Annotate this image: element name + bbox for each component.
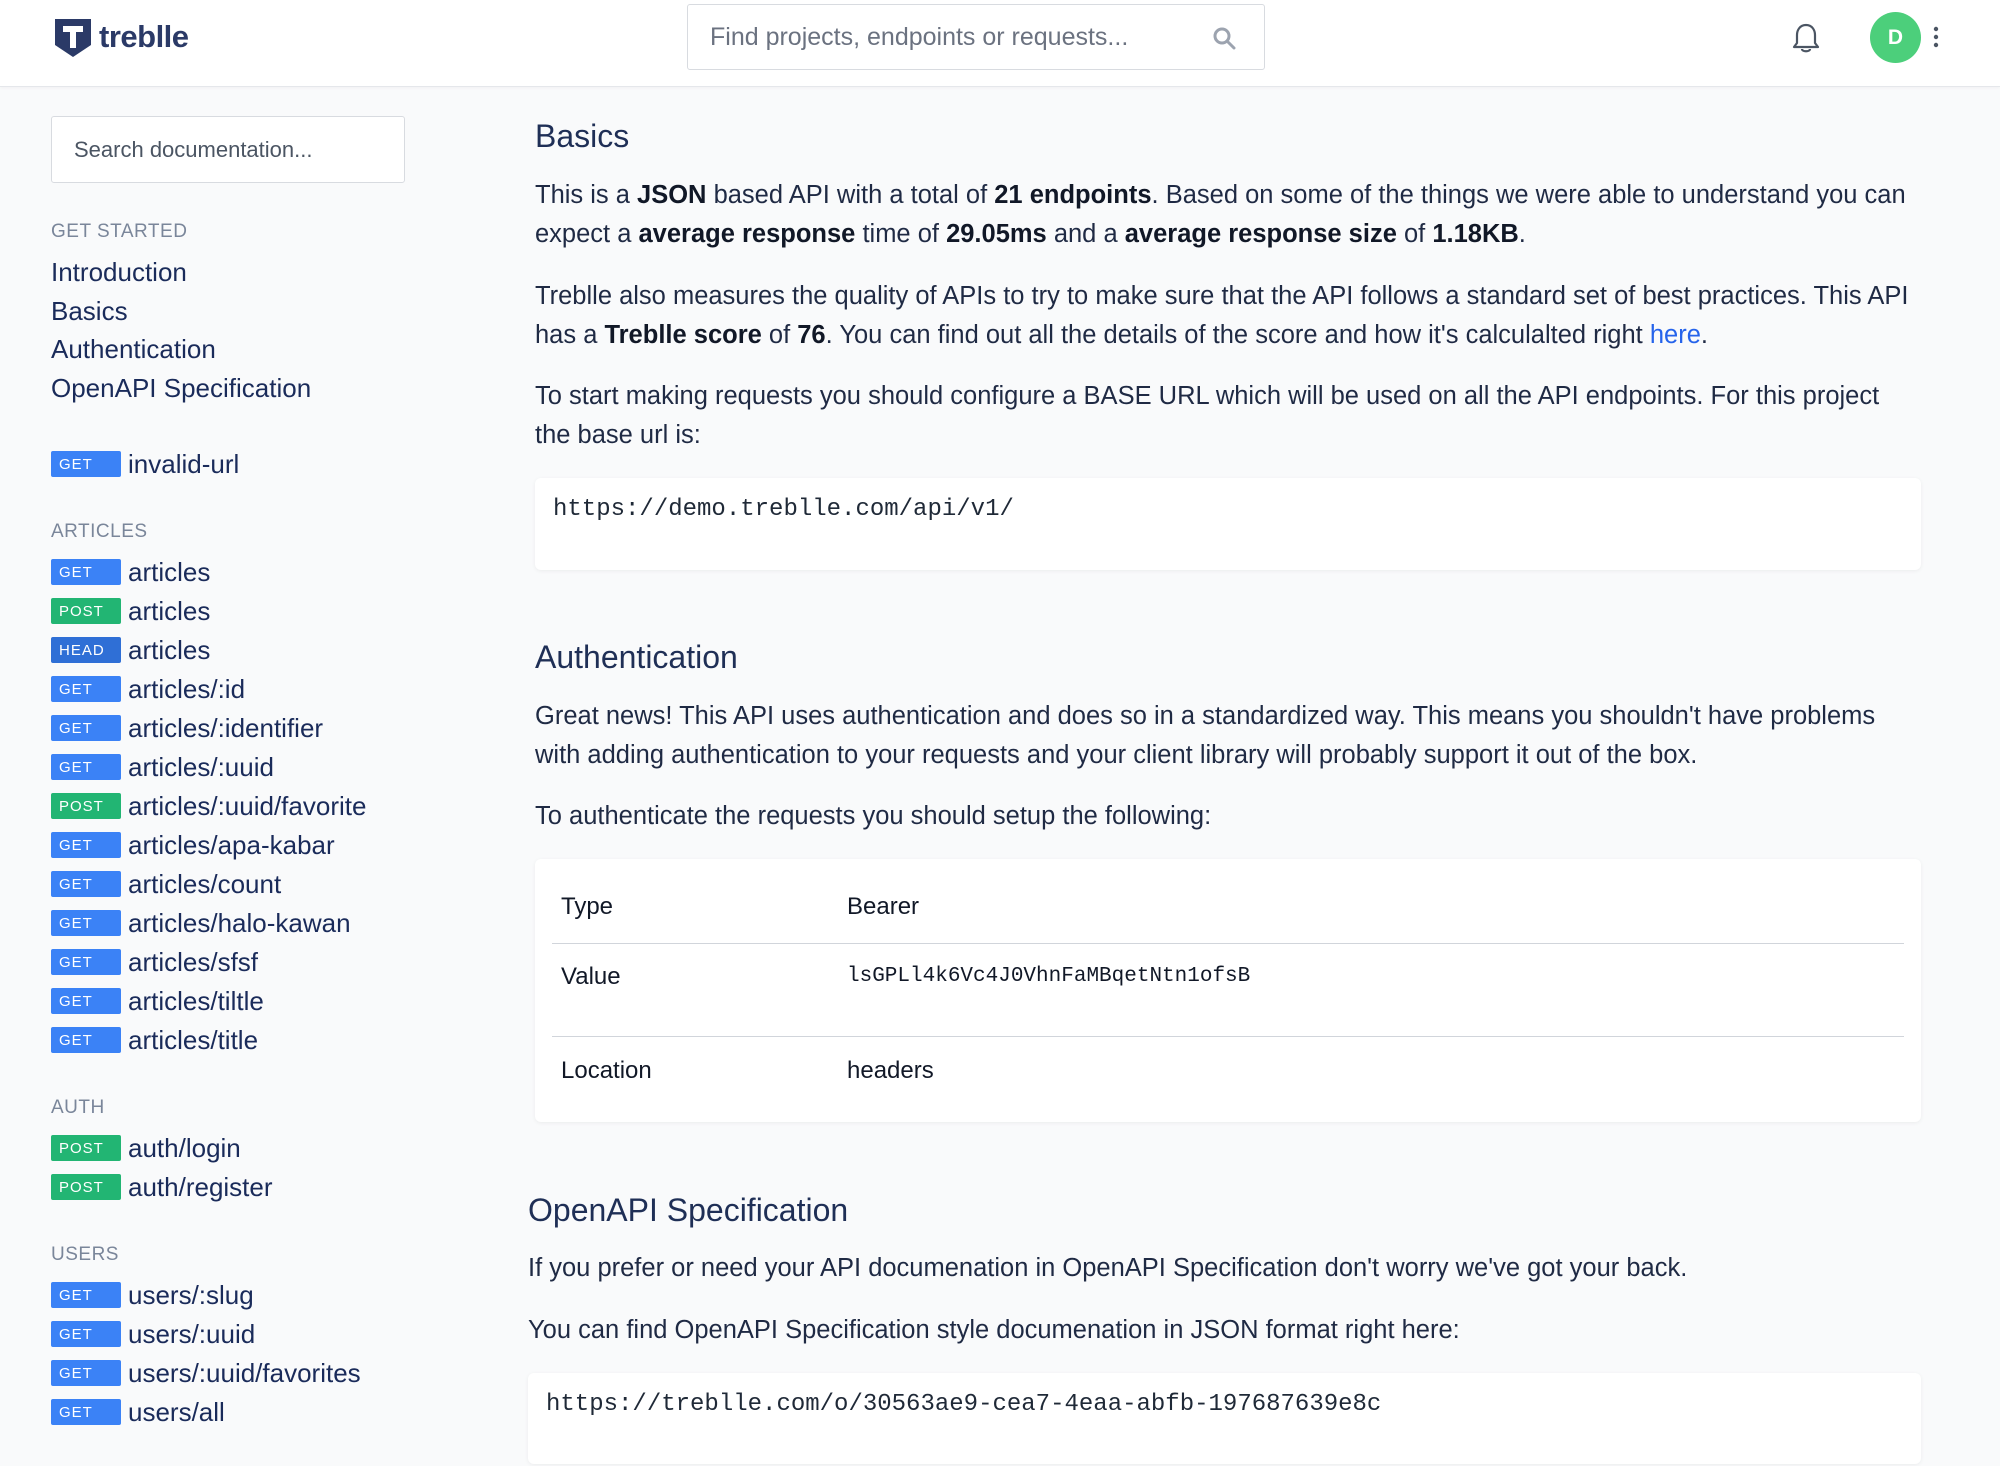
method-badge-post: POST xyxy=(51,598,121,624)
basics-base-url-paragraph: To start making requests you should configure a BASE URL which will be used on all the API endpoints. For this project the base url is: xyxy=(535,382,1880,449)
method-badge-post: POST xyxy=(51,1174,121,1200)
method-badge-get: GET xyxy=(51,988,121,1014)
endpoint-path: articles xyxy=(128,634,211,665)
method-badge-post: POST xyxy=(51,793,121,819)
endpoint-item[interactable] xyxy=(51,1319,255,1349)
method-badge-get: GET xyxy=(51,715,121,741)
endpoint-path: articles/halo-kawan xyxy=(128,907,351,938)
nav-link-basics[interactable]: Basics xyxy=(51,296,128,326)
endpoint-item[interactable] xyxy=(51,1133,241,1163)
method-badge-get: GET xyxy=(51,1321,121,1347)
method-badge-get: GET xyxy=(51,676,121,702)
endpoint-item[interactable] xyxy=(51,635,210,665)
bell-icon[interactable] xyxy=(1792,22,1820,54)
nav-link-introduction[interactable]: Introduction xyxy=(51,257,187,287)
text: time of xyxy=(855,220,947,248)
endpoint-path: users/:slug xyxy=(128,1279,254,1310)
method-badge-get: GET xyxy=(51,949,121,975)
auth-location-label: Location xyxy=(561,1057,652,1084)
endpoint-count: 21 endpoints xyxy=(994,181,1152,209)
search-icon[interactable] xyxy=(1212,26,1236,50)
endpoint-item[interactable] xyxy=(51,596,210,626)
text: . xyxy=(1700,321,1708,349)
method-badge-get: GET xyxy=(51,754,121,780)
endpoint-path: articles/:id xyxy=(128,673,246,704)
nav-link-authentication[interactable]: Authentication xyxy=(51,334,216,364)
method-badge-get: GET xyxy=(51,1027,121,1053)
method-badge-get: GET xyxy=(51,871,121,897)
text-strong: average response xyxy=(638,220,856,248)
method-badge-get: GET xyxy=(51,1282,121,1308)
score-details-link[interactable]: here xyxy=(1649,321,1701,349)
endpoint-path: articles xyxy=(128,595,211,626)
method-badge-get: GET xyxy=(51,832,121,858)
endpoint-item[interactable] xyxy=(51,791,366,821)
endpoint-item[interactable] xyxy=(51,1172,273,1202)
average-response-size: 1.18KB xyxy=(1432,220,1519,248)
top-bar xyxy=(0,0,2000,87)
endpoint-item[interactable] xyxy=(51,449,239,479)
basics-summary-paragraph xyxy=(535,176,1915,254)
endpoint-item[interactable] xyxy=(51,1280,254,1310)
endpoint-path: articles/count xyxy=(128,868,282,899)
endpoint-path: articles xyxy=(128,556,211,587)
endpoint-item[interactable] xyxy=(51,908,351,938)
row-divider xyxy=(552,943,1904,944)
api-format: JSON xyxy=(637,181,707,209)
method-badge-get: GET xyxy=(51,1360,121,1386)
endpoint-item[interactable] xyxy=(51,557,210,587)
text-strong: average response size xyxy=(1124,220,1397,248)
row-divider xyxy=(552,1036,1904,1037)
average-response-time: 29.05ms xyxy=(946,220,1047,248)
text: Treblle also measures the quality of APIs to try to make sure that the API follows a standard set of best practices. This API has a xyxy=(535,282,1909,349)
openapi-format-paragraph: You can find OpenAPI Specification style documenation in JSON format right here: xyxy=(528,1316,1460,1344)
text: of xyxy=(761,321,798,349)
text: of xyxy=(1396,220,1433,248)
endpoint-path: auth/login xyxy=(128,1132,241,1163)
text: and a xyxy=(1046,220,1125,248)
endpoint-path: articles/:identifier xyxy=(128,712,324,743)
more-vertical-icon[interactable] xyxy=(1928,22,1944,52)
authentication-intro-paragraph: Great news! This API uses authentication and does so in a standardized way. This means you shouldn't have problems with adding authentication to your requests and your client library will probably support it out of the box. xyxy=(535,702,1876,769)
section-heading-auth: AUTH xyxy=(51,1097,105,1118)
treblle-score-value: 76 xyxy=(797,321,826,349)
auth-token-value[interactable]: lsGPLl4k6Vc4J0VhnFaMBqetNtn1ofsB xyxy=(847,965,1251,988)
method-badge-get: GET xyxy=(51,910,121,936)
endpoint-path: articles/sfsf xyxy=(128,946,259,977)
method-badge-post: POST xyxy=(51,1135,121,1161)
endpoint-path: users/:uuid xyxy=(128,1318,256,1349)
endpoint-path: articles/apa-kabar xyxy=(128,829,335,860)
openapi-url-text: https://treblle.com/o/30563ae9-cea7-4eaa-abfb-197687639e8c xyxy=(546,1391,1382,1418)
method-badge-head: HEAD xyxy=(51,637,121,663)
auth-location-value: headers xyxy=(847,1057,934,1084)
nav-link-openapi-specification[interactable]: OpenAPI Specification xyxy=(51,373,312,403)
endpoint-path: articles/:uuid xyxy=(128,751,274,782)
endpoint-item[interactable] xyxy=(51,869,281,899)
section-title-authentication: Authentication xyxy=(535,639,738,675)
section-heading-users: USERS xyxy=(51,1244,119,1265)
endpoint-item[interactable] xyxy=(51,1358,361,1388)
endpoint-item[interactable] xyxy=(51,1397,225,1427)
section-heading-articles: ARTICLES xyxy=(51,521,148,542)
auth-type-label: Type xyxy=(561,893,614,920)
section-title-openapi: OpenAPI Specification xyxy=(528,1192,849,1228)
endpoint-path: users/:uuid/favorites xyxy=(128,1357,361,1388)
endpoint-path: articles/title xyxy=(128,1024,259,1055)
treblle-logo-icon xyxy=(51,15,95,59)
openapi-intro-paragraph: If you prefer or need your API documenation in OpenAPI Specification don't worry we've got your back. xyxy=(528,1254,1688,1282)
endpoint-item[interactable] xyxy=(51,752,274,782)
authentication-setup-paragraph: To authenticate the requests you should setup the following: xyxy=(535,802,1212,830)
authentication-details-table xyxy=(535,859,1921,1122)
documentation-search[interactable] xyxy=(51,116,405,183)
endpoint-item[interactable] xyxy=(51,830,335,860)
endpoint-item[interactable] xyxy=(51,986,264,1016)
base-url-code-block[interactable] xyxy=(535,478,1921,570)
endpoint-path: articles/tiltle xyxy=(128,985,264,1016)
auth-value-label: Value xyxy=(561,963,621,990)
documentation-search-input[interactable] xyxy=(74,117,384,182)
text: This is a xyxy=(535,181,638,209)
endpoint-path: users/all xyxy=(128,1396,225,1427)
method-badge-get: GET xyxy=(51,451,121,477)
section-title-basics: Basics xyxy=(535,118,630,154)
text: . Based on some of the things we were able to understand you can expect a xyxy=(535,181,1906,248)
base-url-text: https://demo.treblle.com/api/v1/ xyxy=(553,496,1014,523)
auth-type-value: Bearer xyxy=(847,893,920,920)
method-badge-get: GET xyxy=(51,1399,121,1425)
text: . xyxy=(1518,220,1526,248)
endpoint-item[interactable] xyxy=(51,947,258,977)
global-search-input[interactable] xyxy=(710,5,1190,69)
user-avatar[interactable]: D xyxy=(1870,12,1921,63)
brand-name: treblle xyxy=(99,19,189,54)
text: . You can find out all the details of the score and how it's calculalted right xyxy=(825,321,1650,349)
section-heading-get-started: GET STARTED xyxy=(51,221,188,242)
global-search[interactable] xyxy=(687,4,1265,70)
text: based API with a total of xyxy=(706,181,995,209)
endpoint-item[interactable] xyxy=(51,713,323,743)
endpoint-path: auth/register xyxy=(128,1171,273,1202)
endpoint-item[interactable] xyxy=(51,674,245,704)
treblle-logo[interactable] xyxy=(51,15,189,59)
openapi-url-code-block[interactable] xyxy=(528,1373,1921,1464)
basics-score-paragraph xyxy=(535,277,1915,355)
endpoint-path: articles/:uuid/favorite xyxy=(128,790,367,821)
text-strong: Treblle score xyxy=(604,321,762,349)
method-badge-get: GET xyxy=(51,559,121,585)
endpoint-item[interactable] xyxy=(51,1025,258,1055)
endpoint-path: invalid-url xyxy=(128,448,240,479)
